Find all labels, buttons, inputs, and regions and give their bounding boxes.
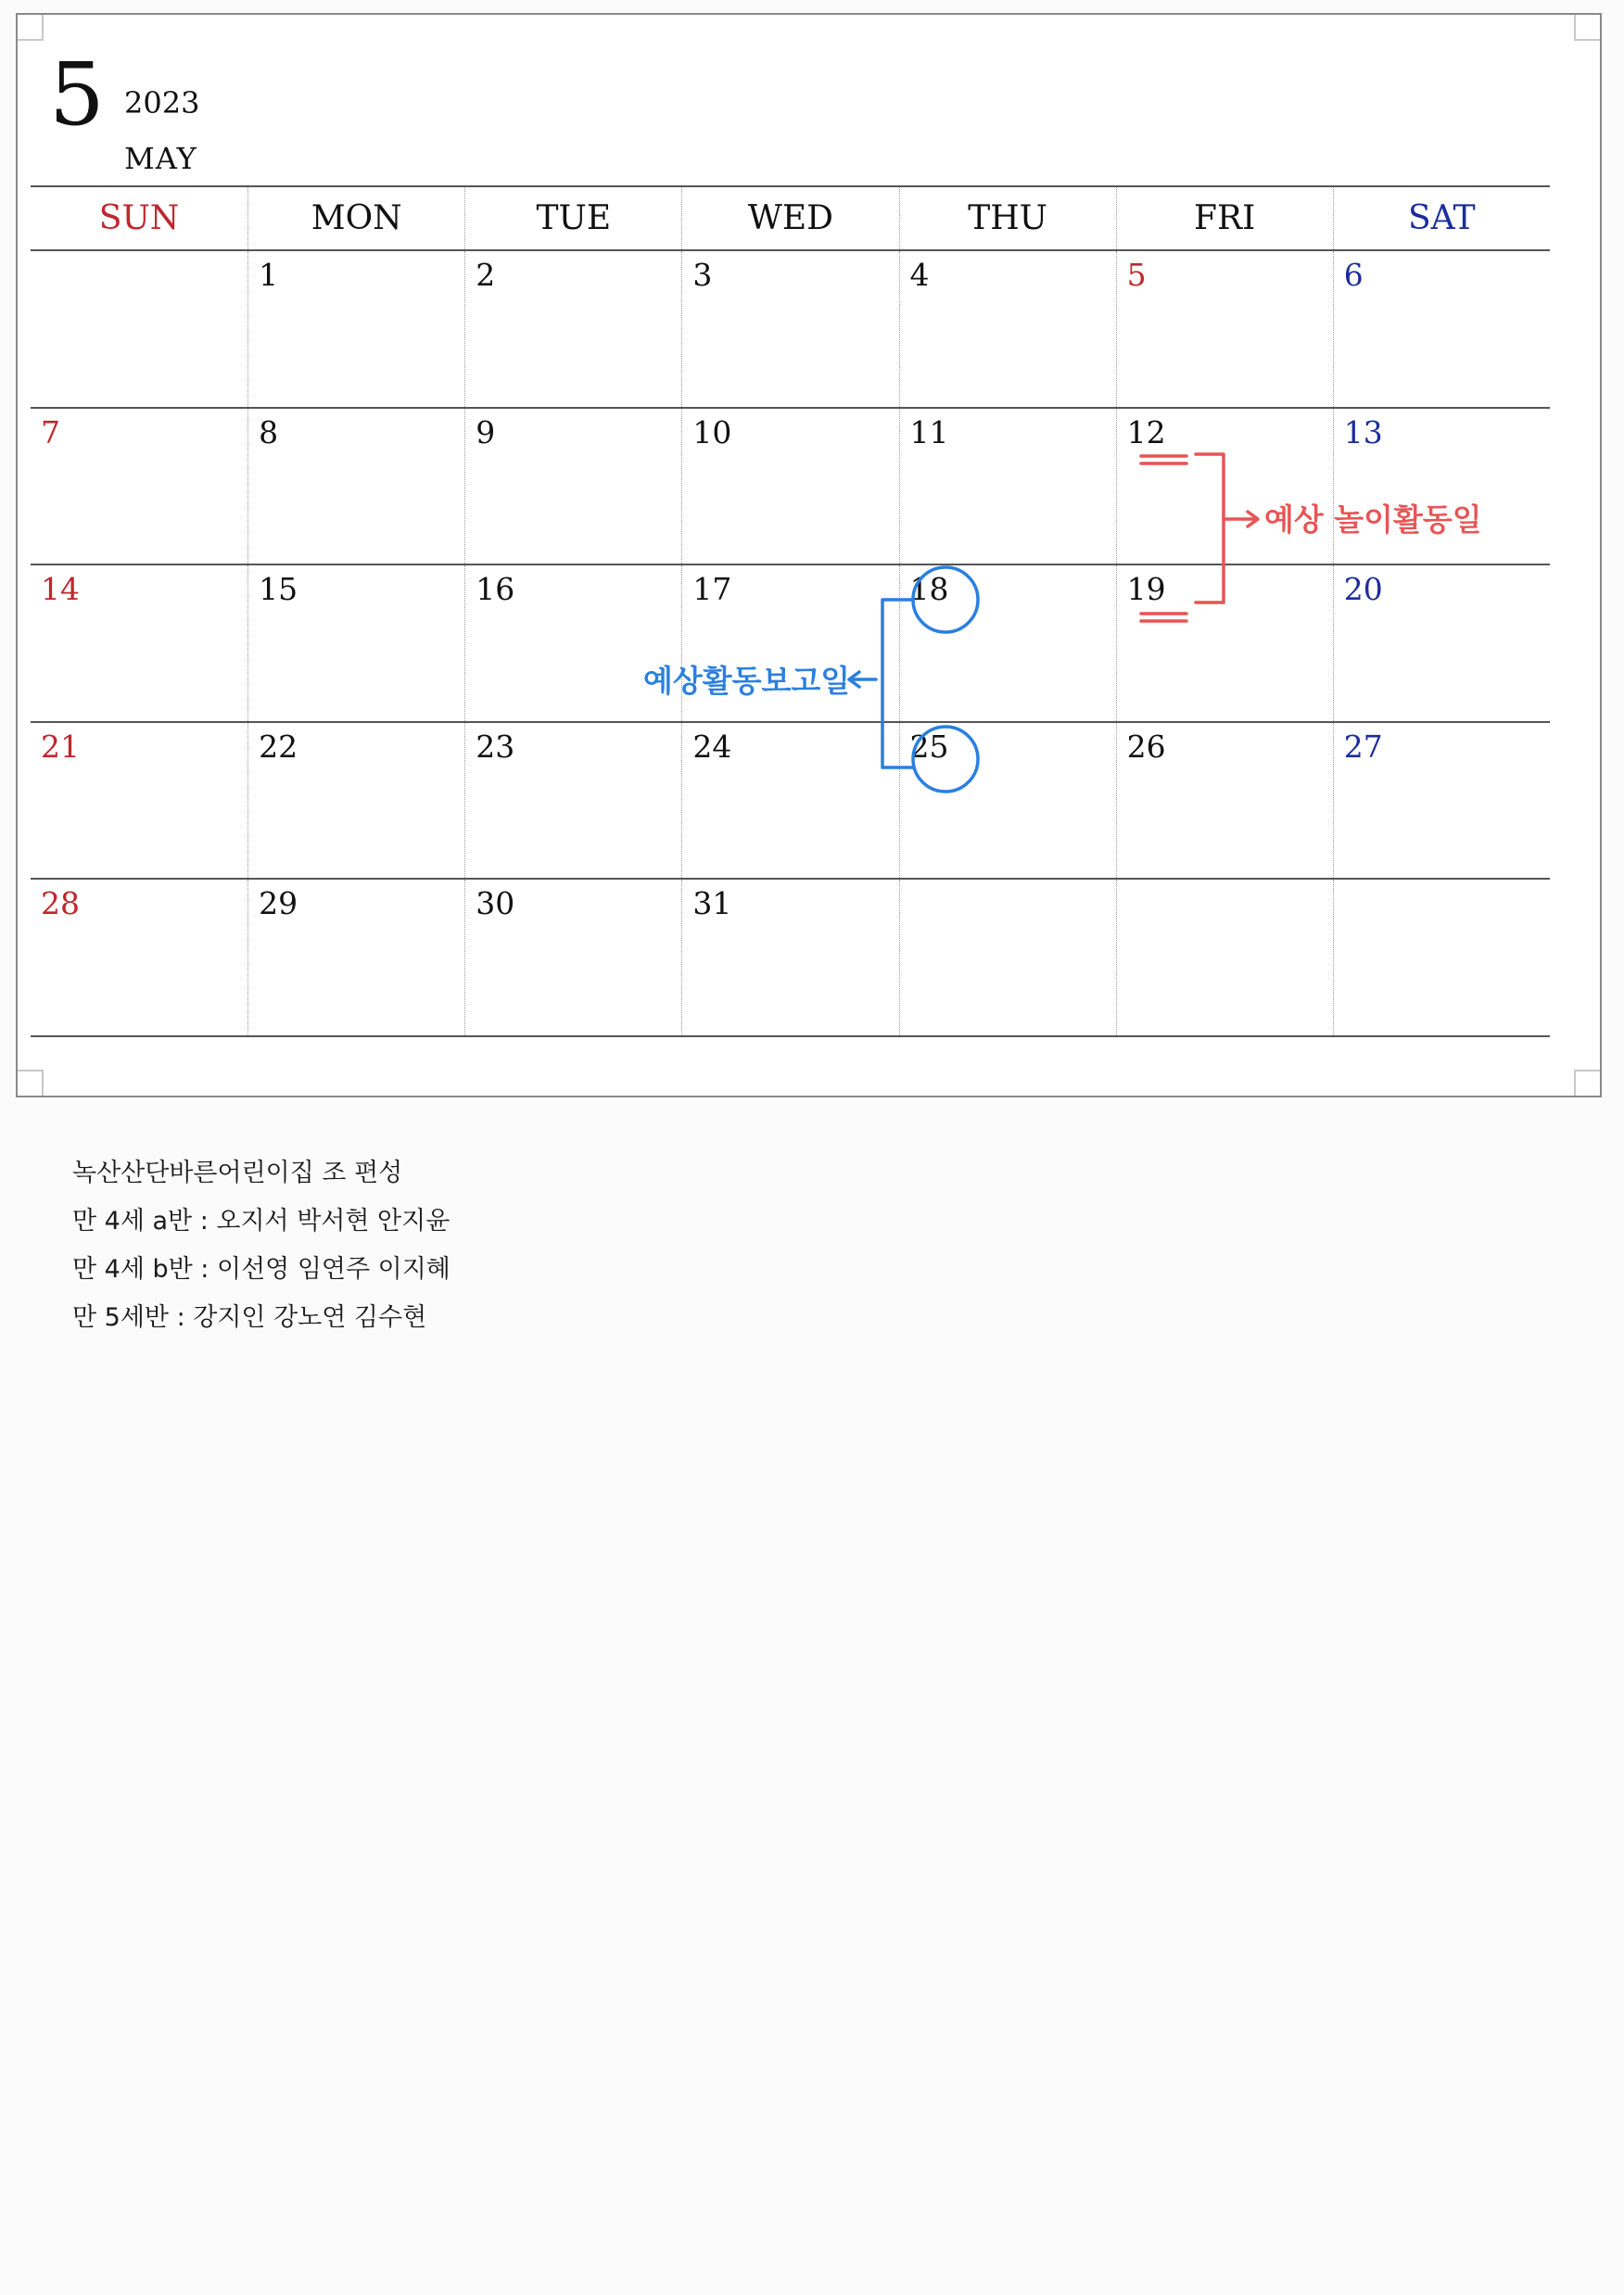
red-bracket	[1196, 454, 1224, 602]
day-number: 22	[259, 728, 298, 765]
day-number: 17	[692, 571, 732, 607]
day-number: 20	[1343, 571, 1383, 607]
day-number: 31	[692, 885, 732, 921]
blue-bracket	[882, 600, 913, 767]
underline-12	[1141, 456, 1186, 463]
day-number: 30	[476, 885, 515, 921]
day-number: 10	[692, 413, 732, 450]
red-arrow	[1224, 512, 1258, 526]
notes-line-1: 만 4세 a반 : 오지서 박서현 안지윤	[72, 1207, 450, 1236]
day-number: 24	[692, 728, 732, 765]
day-number: 5	[1126, 257, 1147, 293]
day-number: 12	[1126, 413, 1166, 450]
day-number: 16	[476, 571, 515, 607]
day-number: 15	[259, 571, 298, 607]
day-number: 28	[41, 885, 80, 921]
day-number: 3	[692, 257, 713, 293]
weekday-tue: TUE	[464, 187, 681, 249]
circle-25	[913, 727, 978, 792]
circle-18	[913, 567, 978, 632]
weekday-fri: FRI	[1116, 187, 1333, 249]
day-number: 26	[1126, 728, 1166, 765]
note-report-day: 예상활동보고일	[643, 663, 851, 699]
day-number: 2	[476, 257, 496, 293]
day-number: 8	[259, 413, 279, 450]
day-number: 4	[909, 257, 930, 293]
day-number: 23	[476, 728, 515, 765]
day-number: 21	[41, 728, 80, 765]
group-notes	[72, 1149, 450, 1342]
day-number: 25	[909, 728, 949, 765]
weekday-sun: SUN	[98, 199, 180, 237]
day-number: 19	[1126, 571, 1166, 607]
day-number: 29	[259, 885, 298, 921]
notes-line-3: 만 5세반 : 강지인 강노연 김수현	[72, 1303, 427, 1332]
note-play-activity: 예상 놀이활동일	[1264, 501, 1482, 538]
day-number: 11	[909, 413, 949, 450]
weekday-thu: THU	[899, 187, 1116, 249]
day-number: 27	[1343, 728, 1383, 765]
month-number: 5	[49, 44, 105, 146]
month-name: MAY	[124, 141, 197, 176]
day-number: 9	[476, 413, 496, 450]
blue-arrow	[849, 672, 876, 687]
day-number: 1	[259, 257, 279, 293]
notes-line-2: 만 4세 b반 : 이선영 임연주 이지혜	[72, 1255, 450, 1284]
day-number: 13	[1343, 413, 1383, 450]
weekday-wed: WED	[681, 187, 898, 249]
underline-19	[1141, 614, 1186, 621]
weekday-mon: MON	[247, 187, 464, 249]
year-label: 2023	[124, 85, 200, 120]
weekday-sat: SAT	[1333, 187, 1550, 249]
day-number: 14	[41, 571, 80, 607]
day-number: 6	[1343, 257, 1364, 293]
day-number: 18	[909, 571, 949, 607]
day-number: 7	[41, 413, 60, 450]
notes-title: 녹산산단바른어린이집 조 편성	[72, 1159, 403, 1187]
